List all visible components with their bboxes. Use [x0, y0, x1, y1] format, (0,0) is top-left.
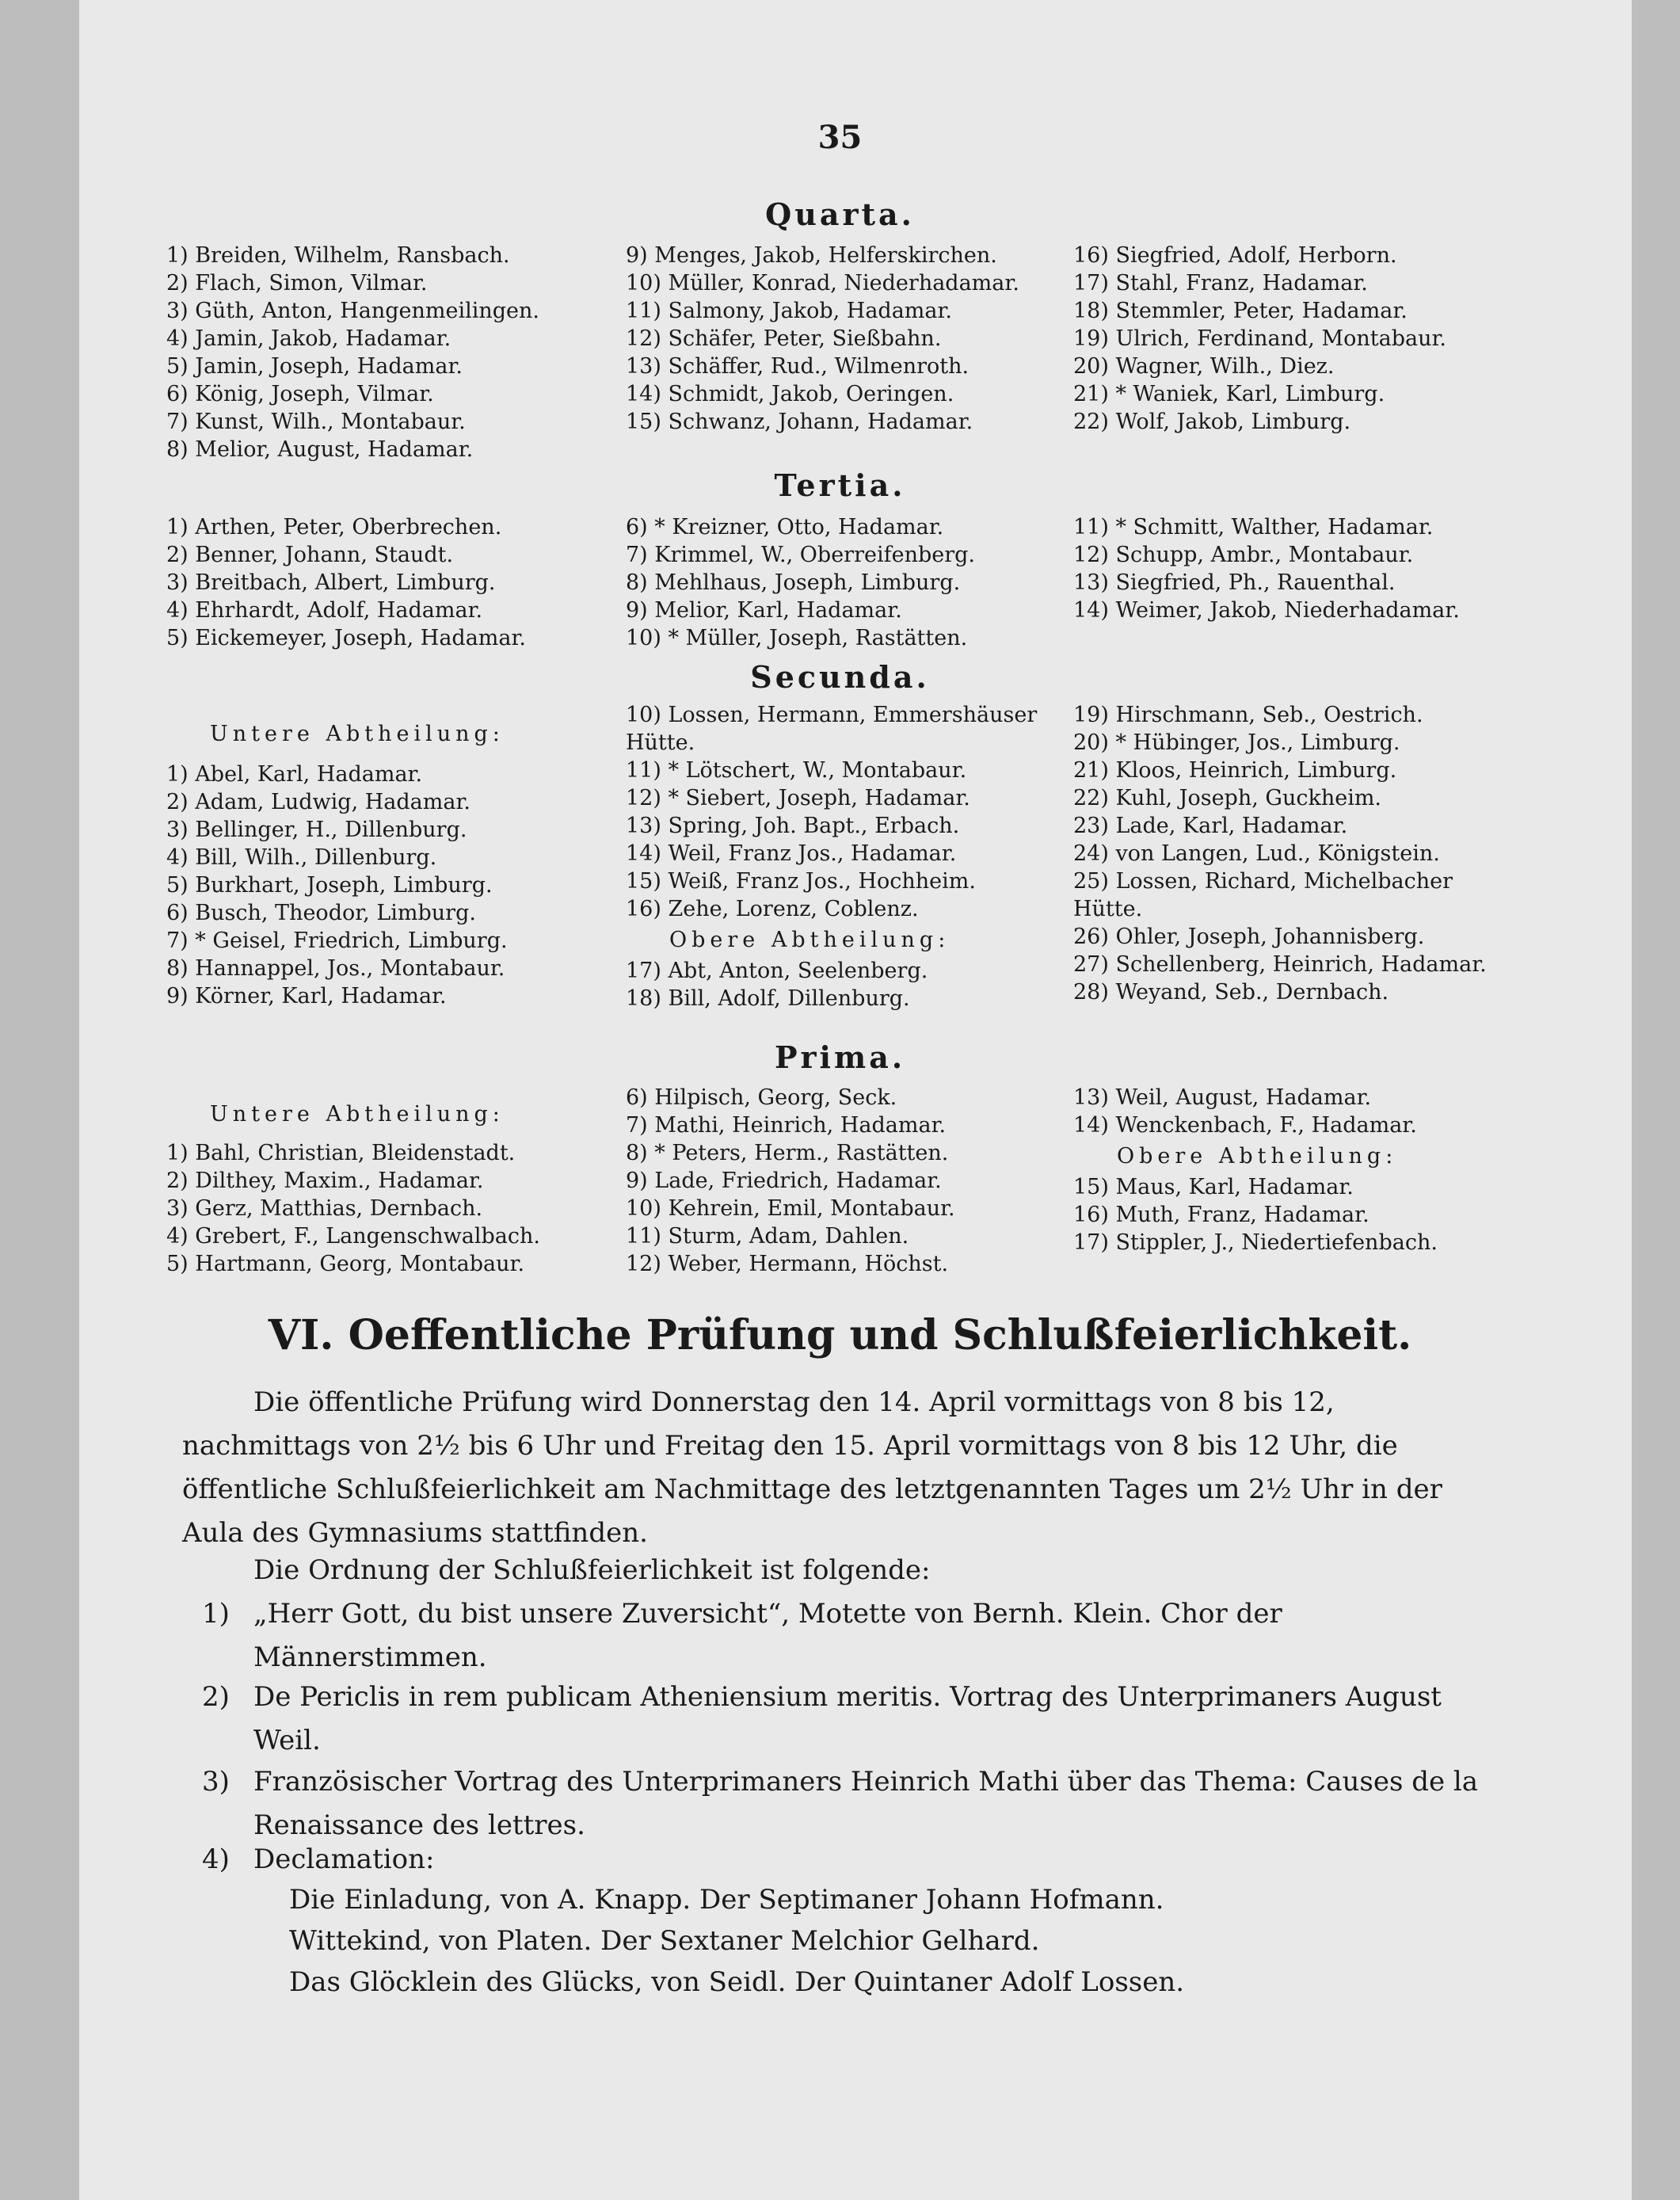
paragraph-exam-schedule: Die öffentliche Prüfung wird Donnerstag den 14. April vormittags von 8 bis 12, nachmittags von 2½ bis 6 Uhr und Freitag den 15. April vormittags von 8 bis 12 Uhr, die öffentliche Schlußfeierlichkeit am Nachmittage des letztgenannten Tages um 2½ Uhr in der Aula des Gymnasiums stattfinden.: [182, 1386, 1442, 1549]
list-item: 2) Benner, Johann, Staudt.: [166, 543, 454, 567]
list-item: 2) Adam, Ludwig, Hadamar.: [166, 790, 470, 814]
list-item: 20) * Hübinger, Jos., Limburg.: [1073, 730, 1400, 755]
list-item: 28) Weyand, Seb., Dernbach.: [1073, 980, 1389, 1005]
list-item: 9) Melior, Karl, Hadamar.: [626, 598, 902, 623]
tertia-col3: [1073, 513, 1493, 624]
obere-abtheilung-label: Obere Abtheilung:: [1117, 1144, 1398, 1169]
list-item: 7) Kunst, Wilh., Montabaur.: [166, 410, 466, 434]
quarta-col1: [166, 242, 594, 463]
list-item: 25) Lossen, Richard, Michelbacher Hütte.: [1073, 869, 1453, 921]
list-item: 9) Lade, Friedrich, Hadamar.: [626, 1169, 942, 1193]
list-item: 7) Krimmel, W., Oberreifenberg.: [626, 543, 975, 567]
list-item: 2) Dilthey, Maxim., Hadamar.: [166, 1169, 484, 1193]
list-item: 4) Grebert, F., Langenschwalbach.: [166, 1224, 540, 1249]
list-item: 19) Hirschmann, Seb., Oestrich.: [1073, 703, 1423, 727]
prima-title: Prima.: [774, 1039, 906, 1075]
list-item: 6) Busch, Theodor, Limburg.: [166, 901, 476, 925]
list-item: 8) Hannappel, Jos., Montabaur.: [166, 956, 505, 981]
list-item: 17) Stahl, Franz, Hadamar.: [1073, 271, 1368, 295]
secunda-title: Secunda.: [750, 659, 930, 695]
quarta-title: Quarta.: [765, 196, 915, 232]
list-item: 14) Weimer, Jakob, Niederhadamar.: [1073, 598, 1460, 623]
list-item: 14) Wenckenbach, F., Hadamar.: [1073, 1113, 1417, 1138]
list-item: 24) von Langen, Lud., Königstein.: [1073, 841, 1440, 866]
declamation-line: Die Einladung, von A. Knapp. Der Septimaner Johann Hofmann.: [289, 1884, 1164, 1916]
list-item: 11) * Schmitt, Walther, Hadamar.: [1073, 515, 1434, 540]
list-item: 3) Gerz, Matthias, Dernbach.: [166, 1196, 483, 1221]
item-number: 4): [202, 1844, 230, 1875]
list-item: 17) Abt, Anton, Seelenberg.: [626, 959, 928, 983]
list-item: 12) Schupp, Ambr., Montabaur.: [1073, 543, 1414, 567]
list-item: 13) Siegfried, Ph., Rauenthal.: [1073, 570, 1396, 595]
obere-abtheilung-label: Obere Abtheilung:: [669, 928, 950, 952]
list-item: 11) * Lötschert, W., Montabaur.: [626, 758, 967, 783]
list-item: 11) Sturm, Adam, Dahlen.: [626, 1224, 909, 1249]
list-item: 20) Wagner, Wilh., Diez.: [1073, 354, 1335, 379]
list-item: 12) * Siebert, Joseph, Hadamar.: [626, 786, 970, 810]
list-item: 13) Spring, Joh. Bapt., Erbach.: [626, 814, 960, 838]
item-text: Französischer Vortrag des Unterprimaners Heinrich Mathi über das Thema: Causes de la Renaissance des lettres.: [253, 1766, 1479, 1841]
program-item: [202, 1592, 1493, 1680]
list-item: 27) Schellenberg, Heinrich, Hadamar.: [1073, 952, 1487, 977]
item-number: 3): [202, 1766, 230, 1798]
list-item: 14) Weil, Franz Jos., Hadamar.: [626, 841, 957, 866]
item-number: 1): [202, 1598, 230, 1630]
list-item: 15) Weiß, Franz Jos., Hochheim.: [626, 869, 976, 894]
list-item: 5) Eickemeyer, Joseph, Hadamar.: [166, 626, 527, 650]
tertia-title: Tertia.: [774, 467, 906, 503]
program-item: [202, 1838, 1493, 1882]
list-item: 7) Mathi, Heinrich, Hadamar.: [626, 1113, 947, 1138]
secunda-col1: [166, 717, 594, 1010]
item-number: 2): [202, 1681, 230, 1713]
list-item: 10) Lossen, Hermann, Emmershäuser Hütte.: [626, 703, 1038, 755]
item-text: De Periclis in rem publicam Atheniensium meritis. Vortrag des Unterprimaners August Weil.: [253, 1681, 1442, 1756]
list-item: 18) Bill, Adolf, Dillenburg.: [626, 986, 910, 1011]
list-item: 1) Breiden, Wilhelm, Ransbach.: [166, 243, 510, 268]
list-item: 2) Flach, Simon, Vilmar.: [166, 271, 428, 295]
list-item: 22) Kuhl, Joseph, Guckheim.: [1073, 786, 1382, 810]
list-item: 18) Stemmler, Peter, Hadamar.: [1073, 299, 1408, 323]
list-item: 22) Wolf, Jakob, Limburg.: [1073, 410, 1351, 434]
declamation-line: Das Glöcklein des Glücks, von Seidl. Der Quintaner Adolf Lossen.: [289, 1966, 1185, 1998]
list-item: 8) Melior, August, Hadamar.: [166, 437, 474, 462]
list-item: 5) Hartmann, Georg, Montabaur.: [166, 1252, 525, 1276]
list-item: 5) Jamin, Joseph, Hadamar.: [166, 354, 463, 379]
list-item: 9) Körner, Karl, Hadamar.: [166, 984, 447, 1008]
list-item: 16) Zehe, Lorenz, Coblenz.: [626, 897, 919, 921]
list-item: 6) Hilpisch, Georg, Seck.: [626, 1085, 897, 1110]
list-item: 1) Abel, Karl, Hadamar.: [166, 762, 423, 787]
tertia-col1: [166, 513, 594, 652]
item-text: „Herr Gott, du bist unsere Zuversicht“, Motette von Bernh. Klein. Chor der Männerstimmen.: [253, 1598, 1282, 1673]
list-item: 10) Kehrein, Emil, Montabaur.: [626, 1196, 955, 1221]
list-item: 13) Schäffer, Rud., Wilmenroth.: [626, 354, 970, 379]
list-item: 16) Siegfried, Adolf, Herborn.: [1073, 243, 1397, 268]
list-item: 5) Burkhart, Joseph, Limburg.: [166, 873, 493, 898]
program-item: [202, 1760, 1493, 1847]
program-item: [202, 1676, 1493, 1763]
list-item: 4) Ehrhardt, Adolf, Hadamar.: [166, 598, 483, 623]
quarta-col2: [626, 242, 1038, 436]
list-item: 1) Bahl, Christian, Bleidenstadt.: [166, 1141, 516, 1165]
list-item: 21) Kloos, Heinrich, Limburg.: [1073, 758, 1397, 783]
item-text: Declamation:: [253, 1844, 435, 1875]
list-item: 11) Salmony, Jakob, Hadamar.: [626, 299, 953, 323]
spacer: [166, 1131, 610, 1139]
list-item: 12) Schäfer, Peter, Sießbahn.: [626, 326, 942, 351]
list-item: 4) Jamin, Jakob, Hadamar.: [166, 326, 451, 351]
list-item: 3) Breitbach, Albert, Limburg.: [166, 570, 496, 595]
list-item: 17) Stippler, J., Niedertiefenbach.: [1073, 1230, 1438, 1255]
prima-col2: [626, 1084, 1038, 1278]
list-item: 10) * Müller, Joseph, Rastätten.: [626, 626, 968, 650]
list-item: 15) Schwanz, Johann, Hadamar.: [626, 410, 973, 434]
secunda-col2: [626, 701, 1038, 1012]
list-item: 6) * Kreizner, Otto, Hadamar.: [626, 515, 944, 540]
tertia-col2: [626, 513, 1038, 652]
list-item: 16) Muth, Franz, Hadamar.: [1073, 1203, 1370, 1227]
section-heading: VI. Oeffentliche Prüfung und Schlußfeierlichkeit.: [268, 1311, 1412, 1359]
prima-col1: [166, 1097, 610, 1278]
spacer: [166, 751, 594, 761]
list-item: 4) Bill, Wilh., Dillenburg.: [166, 845, 437, 870]
paragraph-order-intro: Die Ordnung der Schlußfeierlichkeit ist folgende:: [253, 1554, 931, 1586]
list-item: 21) * Waniek, Karl, Limburg.: [1073, 382, 1385, 406]
list-item: 13) Weil, August, Hadamar.: [1073, 1085, 1372, 1110]
untere-abtheilung-label: Untere Abtheilung:: [210, 1102, 505, 1127]
page-number: 35: [817, 119, 863, 156]
list-item: 8) * Peters, Herm., Rastätten.: [626, 1141, 949, 1165]
list-item: 3) Güth, Anton, Hangenmeilingen.: [166, 299, 539, 323]
list-item: 19) Ulrich, Ferdinand, Montabaur.: [1073, 326, 1446, 351]
secunda-col3: [1073, 701, 1493, 1006]
list-item: 23) Lade, Karl, Hadamar.: [1073, 814, 1348, 838]
prima-col3: [1073, 1084, 1493, 1256]
list-item: 15) Maus, Karl, Hadamar.: [1073, 1175, 1354, 1199]
list-item: 26) Ohler, Joseph, Johannisberg.: [1073, 925, 1425, 949]
list-item: 8) Mehlhaus, Joseph, Limburg.: [626, 570, 961, 595]
list-item: 1) Arthen, Peter, Oberbrechen.: [166, 515, 502, 540]
quarta-col3: [1073, 242, 1493, 436]
list-item: 10) Müller, Konrad, Niederhadamar.: [626, 271, 1019, 295]
declamation-line: Wittekind, von Platen. Der Sextaner Melchior Gelhard.: [289, 1925, 1040, 1957]
list-item: 14) Schmidt, Jakob, Oeringen.: [626, 382, 954, 406]
list-item: 7) * Geisel, Friedrich, Limburg.: [166, 928, 508, 953]
list-item: 6) König, Joseph, Vilmar.: [166, 382, 434, 406]
untere-abtheilung-label: Untere Abtheilung:: [210, 722, 505, 746]
list-item: 12) Weber, Hermann, Höchst.: [626, 1252, 949, 1276]
list-item: 9) Menges, Jakob, Helferskirchen.: [626, 243, 997, 268]
list-item: 3) Bellinger, H., Dillenburg.: [166, 818, 467, 842]
